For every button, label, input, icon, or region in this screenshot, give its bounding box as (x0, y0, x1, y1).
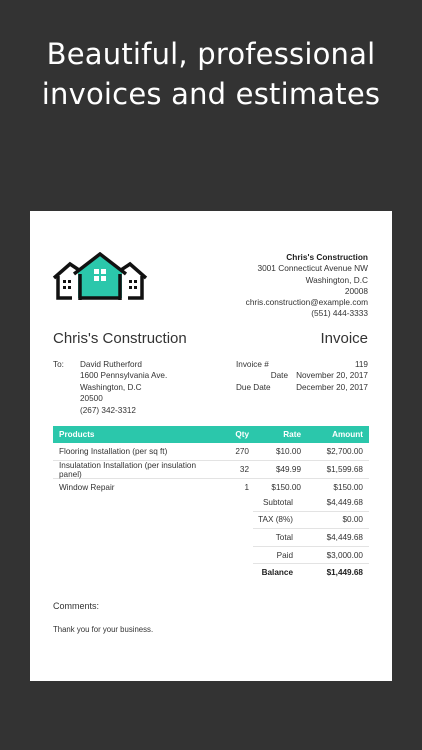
table-row (53, 443, 369, 461)
totals-value: $3,000.00 (326, 550, 363, 560)
client-city: Washington, D.C (80, 382, 142, 392)
totals-value: $1,449.68 (326, 568, 363, 578)
item-product: Window Repair (59, 483, 115, 492)
totals-value: $4,449.68 (326, 532, 363, 542)
company-zip: 20008 (344, 285, 368, 296)
line-items-table (53, 426, 369, 496)
company-phone: (551) 444-3333 (311, 308, 368, 319)
header-amount: Amount (332, 430, 363, 439)
bill-to-label: To: (53, 360, 64, 369)
item-qty: 1 (244, 483, 249, 492)
company-address-block (246, 252, 368, 320)
invoice-meta-block (236, 359, 368, 393)
marketing-headline (0, 34, 422, 114)
totals-label: Subtotal (262, 497, 293, 507)
totals-value: $0.00 (342, 515, 363, 525)
meta-row-due-date (236, 382, 368, 393)
line-items-header (53, 426, 369, 443)
invoice-title-row (53, 330, 368, 347)
client-phone: (267) 342-3312 (80, 405, 136, 415)
document-type-title: Invoice (320, 330, 368, 347)
item-product: Flooring Installation (per sq ft) (59, 447, 168, 456)
totals-label: Balance (261, 568, 293, 578)
company-city: Washington, D.C (305, 274, 368, 285)
meta-label: Due Date (236, 382, 271, 392)
meta-value: 119 (354, 360, 368, 369)
meta-row-date (236, 370, 368, 381)
client-name: David Rutherford (80, 360, 142, 369)
item-rate: $49.99 (275, 465, 301, 474)
comments-text: Thank you for your business. (53, 625, 154, 634)
meta-value: December 20, 2017 (296, 382, 368, 392)
header-products: Products (59, 430, 95, 439)
totals-row-subtotal (253, 494, 369, 512)
totals-row-total (253, 529, 369, 547)
header-rate: Rate (283, 430, 301, 439)
totals-block (253, 494, 369, 581)
invoice-document (30, 211, 392, 681)
header-qty: Qty (235, 430, 249, 439)
item-qty: 270 (235, 447, 249, 456)
company-name: Chris's Construction (286, 252, 368, 262)
client-address-line: 1600 Pennsylvania Ave. (80, 371, 168, 381)
meta-label: Invoice # (236, 360, 269, 369)
totals-row-tax (253, 512, 369, 530)
totals-row-balance (253, 564, 369, 581)
totals-row-paid (253, 547, 369, 565)
company-address-line: 3001 Connecticut Avenue NW (257, 263, 368, 274)
invoice-company-title: Chris's Construction (53, 330, 187, 347)
totals-value: $4,449.68 (326, 497, 363, 507)
item-amount: $1,599.68 (326, 465, 363, 474)
item-rate: $150.00 (271, 483, 301, 492)
headline-line-1: Beautiful, professional (46, 37, 376, 71)
bill-to-block (53, 359, 167, 416)
client-zip: 20500 (80, 394, 103, 404)
item-product: Insulatation Installation (per insulation panel) (59, 460, 196, 479)
item-amount: $150.00 (333, 483, 363, 492)
totals-label: Total (275, 532, 293, 542)
table-row (53, 461, 369, 479)
headline-line-2: invoices and estimates (41, 77, 381, 111)
meta-label: Date (270, 371, 288, 381)
item-amount: $2,700.00 (326, 447, 363, 456)
totals-label: TAX (8%) (258, 515, 293, 525)
comments-label: Comments: (53, 601, 100, 611)
item-qty: 32 (239, 465, 249, 474)
totals-label: Paid (276, 550, 293, 560)
meta-row-invoice-number (236, 359, 368, 370)
company-email: chris.construction@example.com (245, 297, 368, 308)
item-rate: $10.00 (275, 447, 301, 456)
meta-value: November 20, 2017 (296, 371, 368, 381)
houses-logo-icon (52, 252, 148, 300)
